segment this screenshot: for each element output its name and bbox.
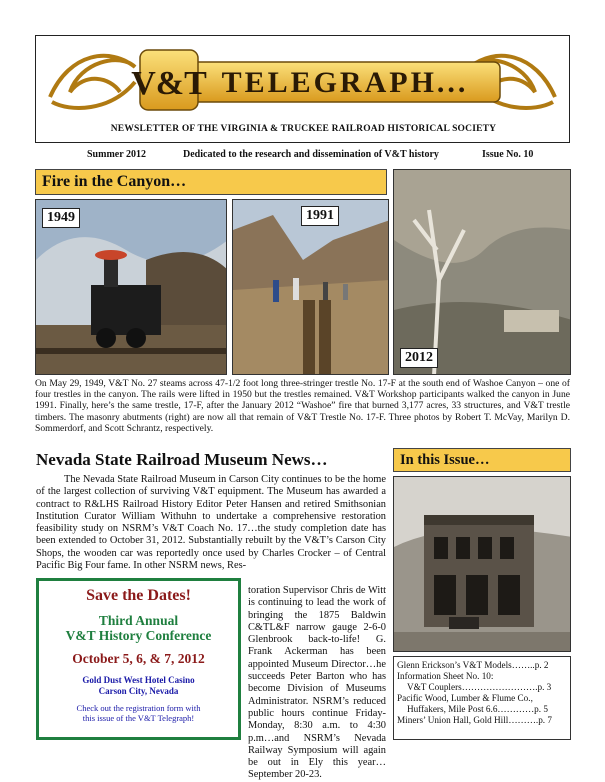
conference-dates: October 5, 6, & 7, 2012 bbox=[72, 651, 205, 666]
note-line-2: this issue of the V&T Telegraph! bbox=[82, 713, 195, 723]
news-title: Nevada State Railroad Museum News… bbox=[36, 450, 328, 469]
issue-season: Summer 2012 bbox=[87, 149, 146, 160]
toc-item[interactable]: Glenn Erickson’s V&T Models……..p. 2 bbox=[397, 660, 549, 670]
masthead-logo bbox=[40, 42, 565, 116]
save-the-dates-box bbox=[36, 578, 241, 740]
year-label-1991: 1991 bbox=[301, 206, 339, 226]
photo-1991 bbox=[232, 199, 389, 375]
masthead-subtitle: NEWSLETTER OF THE VIRGINIA & TRUCKEE RAILROAD HISTORICAL SOCIETY bbox=[110, 124, 497, 134]
year-label-1949: 1949 bbox=[42, 208, 80, 228]
trestle-remains-photo bbox=[394, 170, 571, 375]
canyon-walk-photo bbox=[233, 200, 389, 375]
masthead bbox=[35, 35, 570, 143]
in-issue-heading: In this Issue… bbox=[393, 448, 571, 472]
masthead-monogram: V&T bbox=[131, 65, 207, 102]
fire-caption: On May 29, 1949, V&T No. 27 steams across 47-1/2 foot long three-stringer trestle No. 17-F at the south end of Washoe Canyon – one of four trestles in the canyon. The rails were lifted in 1950 but the trestles remained. V&T Workshop participants walked the canyon in June 1991. Finally, here’s the same trestle, 17-F, after the January 2012 “Washoe” fire that burned 3,177 acres, 33 structures, and V&T trestle timbers. The masonry abutments (right) are now all that remain of V&T Trestle No. 17-F. Three photos by Robert T. McVay, Marilyn D. Sommerdorf, and Scott Schrantz, respectively. bbox=[35, 378, 570, 434]
year-label-2012: 2012 bbox=[400, 348, 438, 368]
in-issue-list bbox=[393, 656, 571, 740]
masthead-title: TELEGRAPH... bbox=[221, 66, 469, 99]
conference-venue bbox=[39, 675, 238, 696]
photo-2012 bbox=[393, 169, 571, 375]
issue-number: Issue No. 10 bbox=[482, 149, 534, 160]
fire-heading: Fire in the Canyon… bbox=[35, 169, 387, 195]
photo-1949 bbox=[35, 199, 227, 375]
news-paragraph-2: toration Supervisor Chris de Witt is continuing to lead the work of bringing the 1875 Baldwin C&TL&F narrow gauge 2-6-0 Glenbrook back-to-life! G. Frank Ackerman has been appointed Museum Director…he succeeds Peter Barton who has become Division of Museums Administrator. NSRM’s reduced public hours continue Friday-Monday, 8:30 a.m. to 4:30 p.m…and NSRM’s Nevada Railway Symposium will again be out in Ely this year…September 20-23. bbox=[248, 585, 386, 781]
conference-line-2: V&T History Conference bbox=[65, 628, 212, 643]
conference-title bbox=[39, 613, 238, 643]
note-line-1: Check out the registration form with bbox=[76, 703, 201, 713]
venue-line-2: Carson City, Nevada bbox=[98, 685, 179, 696]
venue-line-1: Gold Dust West Hotel Casino bbox=[82, 675, 195, 685]
registration-note bbox=[39, 703, 238, 723]
building-photo bbox=[394, 477, 571, 652]
save-title: Save the Dates! bbox=[86, 587, 191, 604]
issue-tagline: Dedicated to the research and dissemination of V&T history bbox=[183, 149, 439, 160]
conference-line-1: Third Annual bbox=[98, 613, 179, 628]
union-hall-photo bbox=[393, 476, 571, 652]
toc-item[interactable]: Information Sheet No. 10: bbox=[397, 671, 494, 681]
toc-item[interactable]: Pacific Wood, Lumber & Flume Co., bbox=[397, 693, 533, 703]
toc-item[interactable]: Miners’ Union Hall, Gold Hill……….p. 7 bbox=[397, 715, 552, 725]
toc-item[interactable]: Huffakers, Mile Post 6.6…………p. 5 bbox=[407, 704, 548, 714]
news-paragraph-1: The Nevada State Railroad Museum in Carson City continues to be the home of the largest collection of surviving V&T equipment. The Museum has awarded a contract to R&LHS Railroad History Editor Peter Hansen and retired Smithsonian Institution Curator William Withuhn to undertake a comprehensive restoration feasibility study on NSRM’s V&T Coach No. 17…the study completion date has been extended to October 31, 2012. Substantially rebuilt by the V&T’s Carson City Shops, the wooden car was reportedly once used by Charles Crocker – of Central Pacific Big Four fame. In other NSRM news, Res- bbox=[36, 474, 386, 572]
toc-item[interactable]: V&T Couplers…………………….p. 3 bbox=[407, 682, 552, 692]
